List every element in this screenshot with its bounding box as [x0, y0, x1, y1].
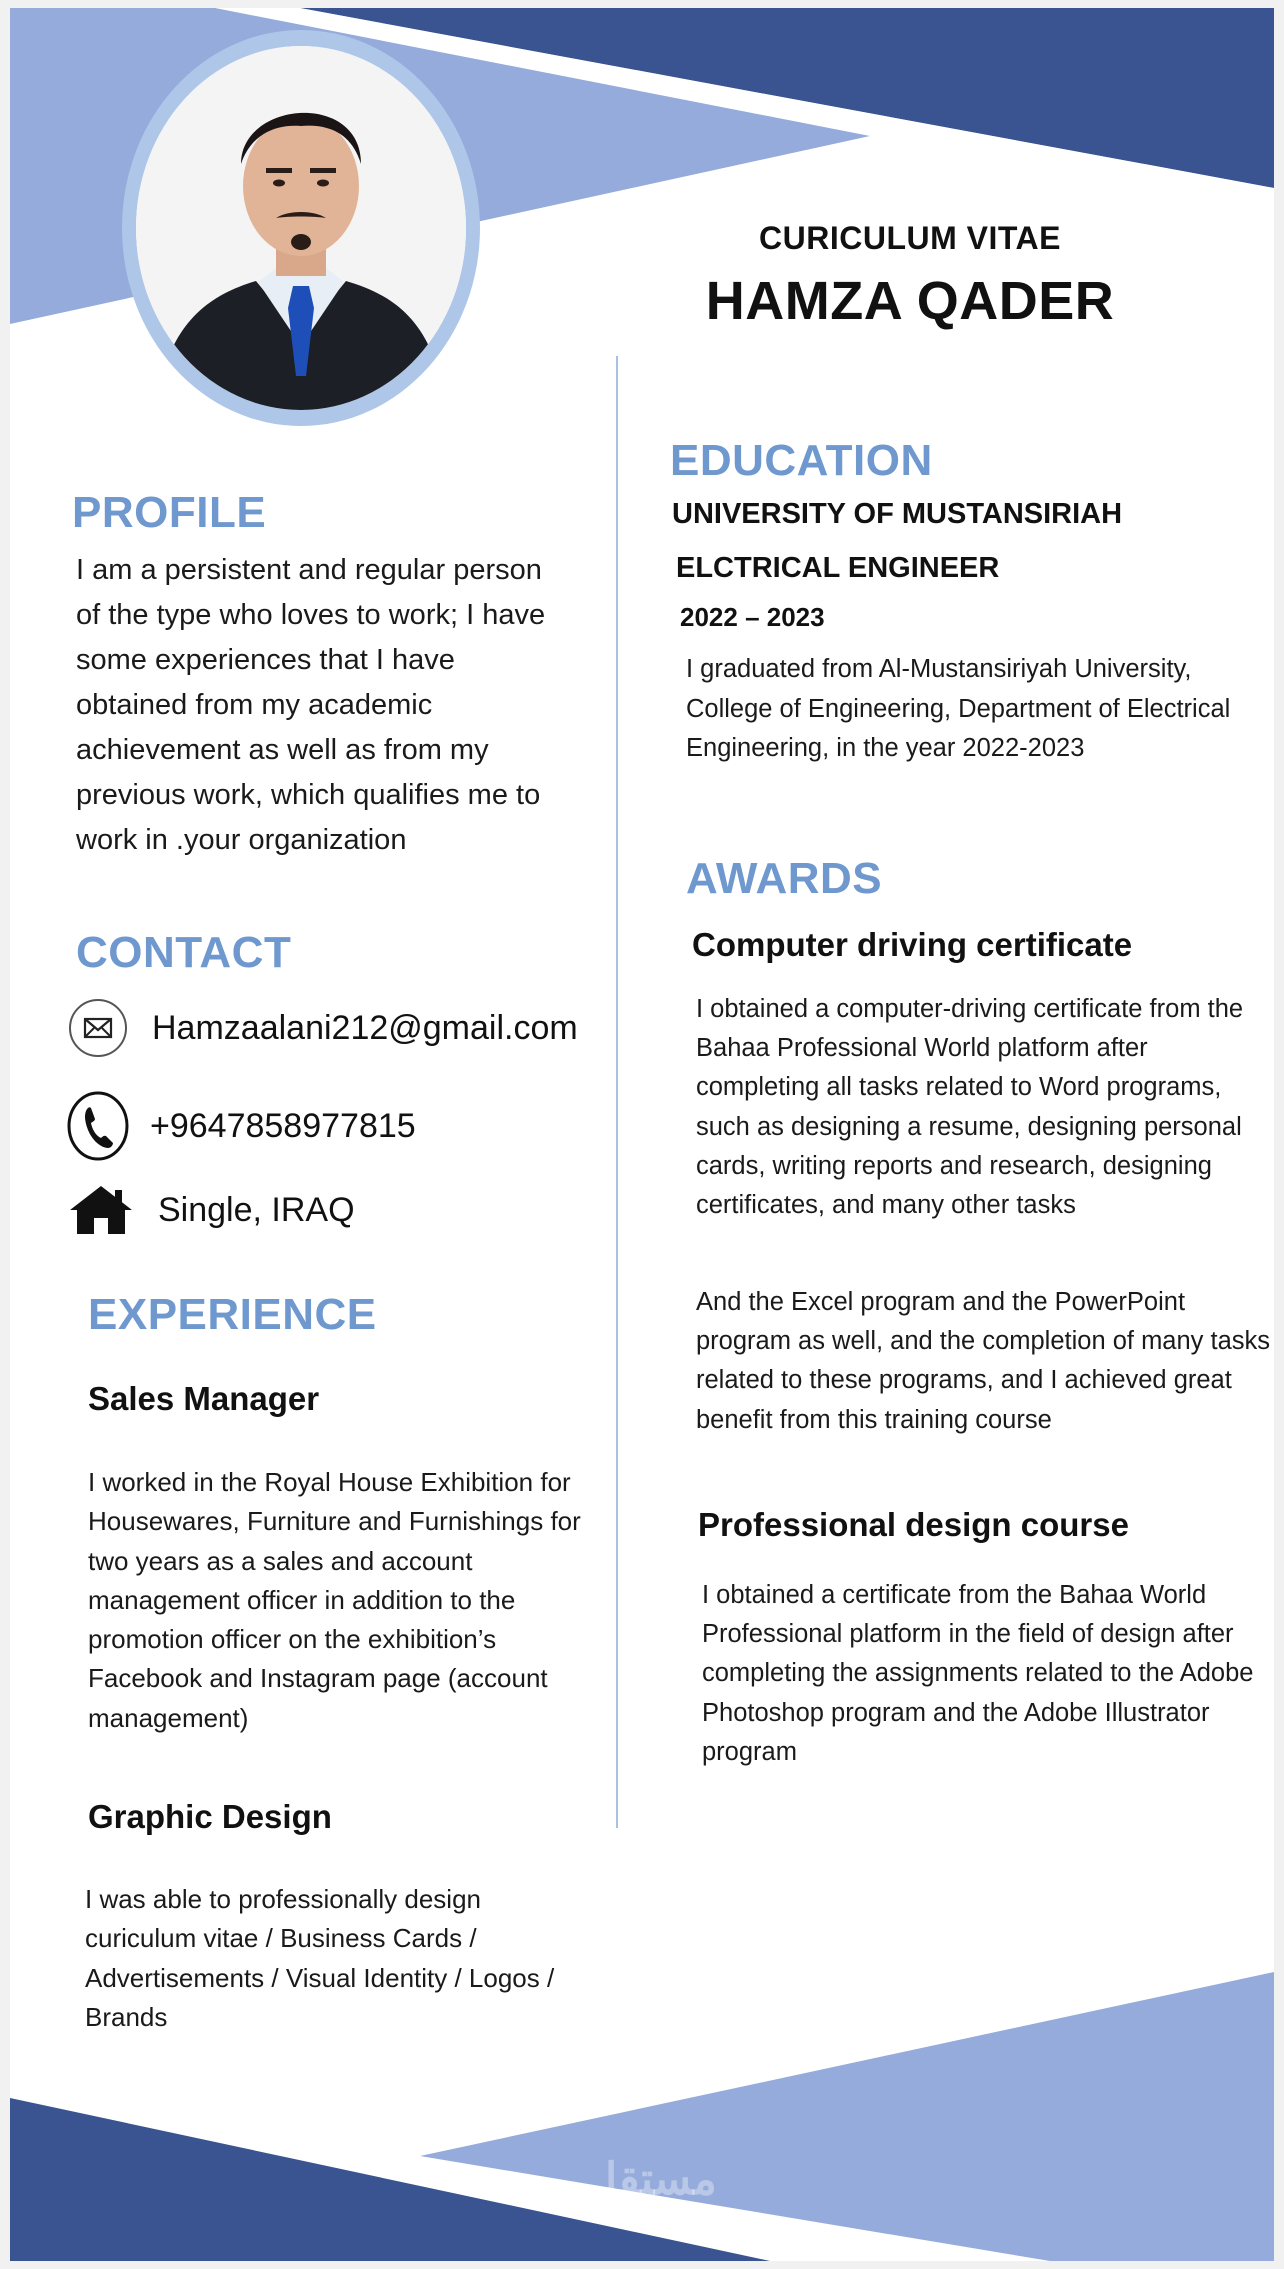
contact-heading: CONTACT	[76, 928, 292, 977]
award-text: And the Excel program and the PowerPoint program as well, and the completion of many tasks related to these programs, and I achieved great benefit from this training course	[696, 1288, 1271, 1434]
experience-heading: EXPERIENCE	[88, 1290, 377, 1339]
award-text: I obtained a certificate from the Bahaa World Professional platform in the field of design after completing the assignments related to the Adobe Photoshop program and the Adobe Illustrator program	[702, 1581, 1254, 1766]
watermark-latin: mostaql.com	[599, 2204, 703, 2224]
watermark-arabic: مستقل	[585, 2155, 717, 2204]
contact-phone[interactable]: +9647858977815	[150, 1106, 416, 1145]
education-years: 2022 – 2023	[680, 602, 825, 632]
profile-heading: PROFILE	[72, 488, 267, 537]
envelope-icon	[68, 998, 128, 1058]
column-divider	[616, 356, 618, 1828]
cv-page	[10, 8, 1274, 2261]
cv-label: CURICULUM VITAE	[759, 220, 1061, 256]
award-text: I obtained a computer-driving certificate from the Bahaa Professional World platform after completing all tasks related to Word programs, such as designing a resume, designing personal cards, writing reports and research, designing certificates, and many other tasks	[696, 995, 1244, 1220]
home-icon	[68, 1184, 134, 1236]
experience-text: I was able to professionally design curiculum vitae / Business Cards / Advertisements / Visual Identity / Logos / Brands	[85, 1884, 555, 2032]
contact-phone-row	[66, 1090, 416, 1162]
profile-photo	[136, 46, 466, 410]
phone-icon	[66, 1090, 130, 1162]
education-university: UNIVERSITY OF MUSTANSIRIAH	[672, 498, 1123, 530]
experience-title: Graphic Design	[88, 1798, 332, 1835]
education-heading: EDUCATION	[670, 436, 933, 485]
mostaql-watermark	[566, 2156, 736, 2224]
experience-text: I worked in the Royal House Exhibition for Housewares, Furniture and Furnishings for two years as a sales and account management officer in addition to the promotion officer on the exhibition’s Facebook and Instagram page (account management)	[88, 1467, 581, 1733]
contact-email[interactable]: Hamzaalani212@gmail.com	[152, 1008, 578, 1047]
award-title: Professional design course	[698, 1506, 1129, 1543]
profile-text: I am a persistent and regular person of the type who loves to work; I have some experiences that I have obtained from my academic achievement as well as from my previous work, which qualifies me to work in .your organization	[76, 554, 546, 856]
education-degree: ELCTRICAL ENGINEER	[676, 552, 1000, 584]
candidate-name: HAMZA QADER	[705, 271, 1115, 331]
contact-address-row	[68, 1184, 355, 1236]
contact-address: Single, IRAQ	[158, 1190, 355, 1229]
award-title: Computer driving certificate	[692, 926, 1133, 963]
contact-email-row	[68, 998, 578, 1058]
awards-heading: AWARDS	[686, 854, 883, 903]
education-text: I graduated from Al-Mustansiriyah University, College of Engineering, Department of Electrical Engineering, in the year 2022-2023	[686, 655, 1231, 762]
experience-title: Sales Manager	[88, 1380, 320, 1417]
